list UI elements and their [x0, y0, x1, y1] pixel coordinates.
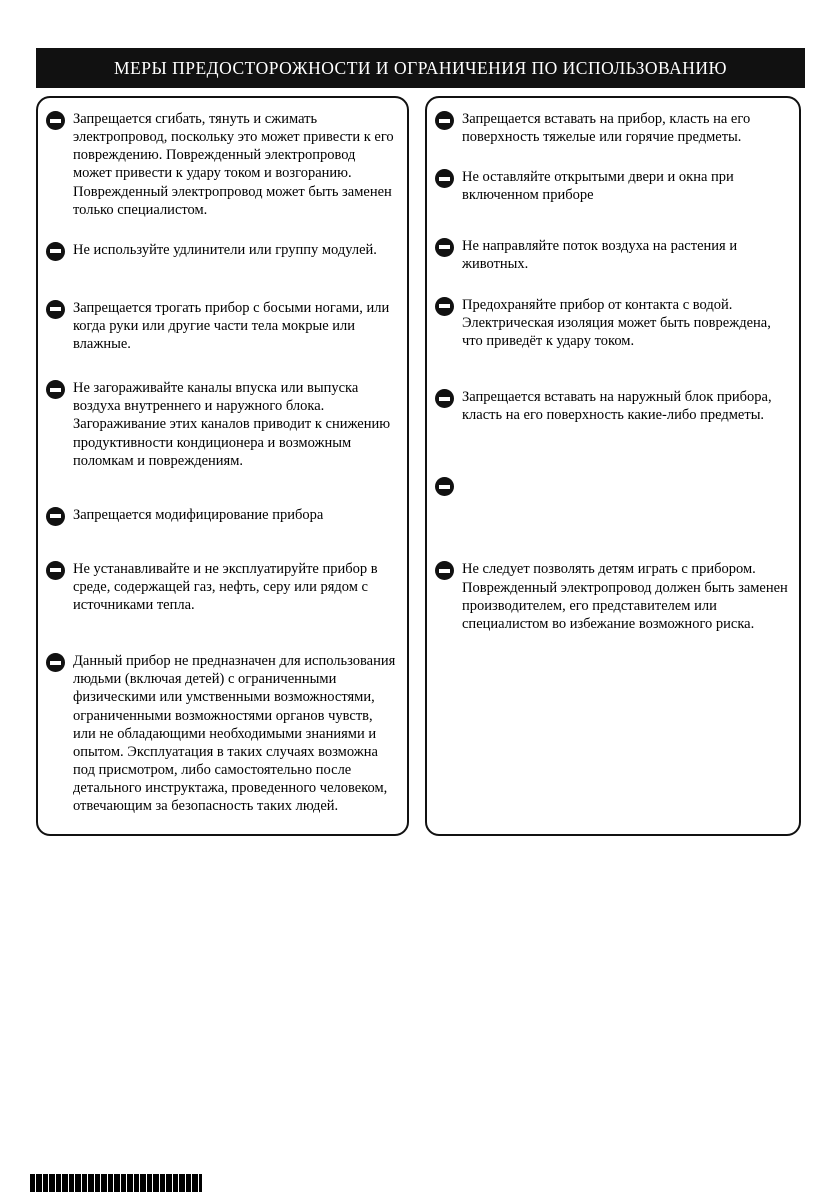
warning-item: [46, 110, 397, 219]
warning-text: Запрещается трогать прибор с босыми ногами, или когда руки или другие части тела мокрые или влажные.: [73, 299, 390, 352]
warning-box-left: [36, 96, 409, 836]
warning-text: Не следует позволять детям играть с прибором. Поврежденный электропровод должен быть заменен производителем, его представителем или специалистом во избежание возможного риска.: [462, 561, 788, 632]
warning-text: Запрещается вставать на прибор, класть на его поверхность тяжелые или горячие предметы.: [462, 111, 751, 146]
prohibition-icon-bar: [50, 249, 61, 253]
warning-text: Не загораживайте каналы впуска или выпуска воздуха внутреннего и наружного блока. Загораживание этих каналов приводит к снижению продуктивности кондиционера и возможным поломкам и повреждениям.: [73, 380, 391, 469]
prohibition-icon: [46, 561, 65, 580]
prohibition-icon-bar: [50, 388, 61, 392]
warning-text: Запрещается вставать на наружный блок прибора, класть на его поверхность какие-либо предметы.: [462, 389, 772, 424]
warning-item: [435, 296, 789, 350]
prohibition-icon: [435, 561, 454, 580]
prohibition-icon-bar: [439, 485, 450, 489]
page-title-bar: [36, 48, 805, 88]
prohibition-icon: [46, 111, 65, 130]
prohibition-icon: [46, 507, 65, 526]
prohibition-icon-bar: [50, 661, 61, 665]
warning-text: Не оставляйте открытыми двери и окна при включенном приборе: [462, 169, 734, 204]
prohibition-icon-bar: [439, 245, 450, 249]
warning-text: Не направляйте поток воздуха на растения и животных.: [462, 237, 738, 272]
prohibition-icon-bar: [439, 177, 450, 181]
warning-text: Данный прибор не предназначен для использования людьми (включая детей) с ограниченными физическими или умственными возможностями, ограниченными возможностями органов чувств, или не обладающими необходимыми знаниями и опытом. Эксплуатация в таких случаях возможна под присмотром, либо самостоятельно после детального инструктажа, проведенного человеком, отвечающим за безопасность таких людей.: [73, 653, 396, 815]
prohibition-icon-bar: [50, 568, 61, 572]
prohibition-icon-bar: [439, 119, 450, 123]
warning-item: [46, 299, 397, 353]
warning-text: Запрещается сгибать, тянуть и сжимать электропровод, поскольку это может привести к его повреждению. Поврежденный электропровод может привести к удару током и возгоранию. Поврежденный электропровод может быть заменен только специалистом.: [73, 111, 394, 218]
warning-text: Не используйте удлинители или группу модулей.: [73, 241, 377, 258]
prohibition-icon: [435, 297, 454, 316]
prohibition-icon-bar: [50, 119, 61, 123]
warning-box-right: [425, 96, 801, 836]
prohibition-icon: [435, 477, 454, 496]
prohibition-icon: [46, 300, 65, 319]
prohibition-icon-bar: [50, 514, 61, 518]
warning-item: [435, 476, 789, 496]
warning-item: [435, 168, 789, 204]
warning-text: Не устанавливайте и не эксплуатируйте прибор в среде, содержащей газ, нефть, серу или рядом с источниками тепла.: [73, 560, 378, 613]
warning-item: [435, 237, 789, 273]
warning-item: [435, 560, 789, 633]
prohibition-icon-bar: [439, 569, 450, 573]
warning-text: Предохраняйте прибор от контакта с водой. Электрическая изоляция может быть повреждена, что приведёт к удару током.: [462, 296, 771, 349]
warning-item: [46, 241, 397, 261]
prohibition-icon: [435, 389, 454, 408]
barcode: [30, 1174, 202, 1192]
page-title: МЕРЫ ПРЕДОСТОРОЖНОСТИ И ОГРАНИЧЕНИЯ ПО ИСПОЛЬЗОВАНИЮ: [114, 57, 727, 78]
warning-item: [46, 560, 397, 614]
warning-item: [435, 110, 789, 146]
prohibition-icon: [435, 111, 454, 130]
warning-text: Запрещается модифицирование прибора: [73, 506, 324, 523]
warning-item: [46, 506, 397, 526]
warning-item: [46, 652, 397, 815]
prohibition-icon-bar: [439, 397, 450, 401]
prohibition-icon: [46, 242, 65, 261]
prohibition-icon: [46, 653, 65, 672]
prohibition-icon-bar: [439, 304, 450, 308]
warning-columns: [36, 96, 801, 836]
prohibition-icon: [435, 169, 454, 188]
warning-item: [435, 388, 789, 424]
prohibition-icon-bar: [50, 307, 61, 311]
warning-item: [46, 379, 397, 470]
prohibition-icon: [435, 238, 454, 257]
prohibition-icon: [46, 380, 65, 399]
